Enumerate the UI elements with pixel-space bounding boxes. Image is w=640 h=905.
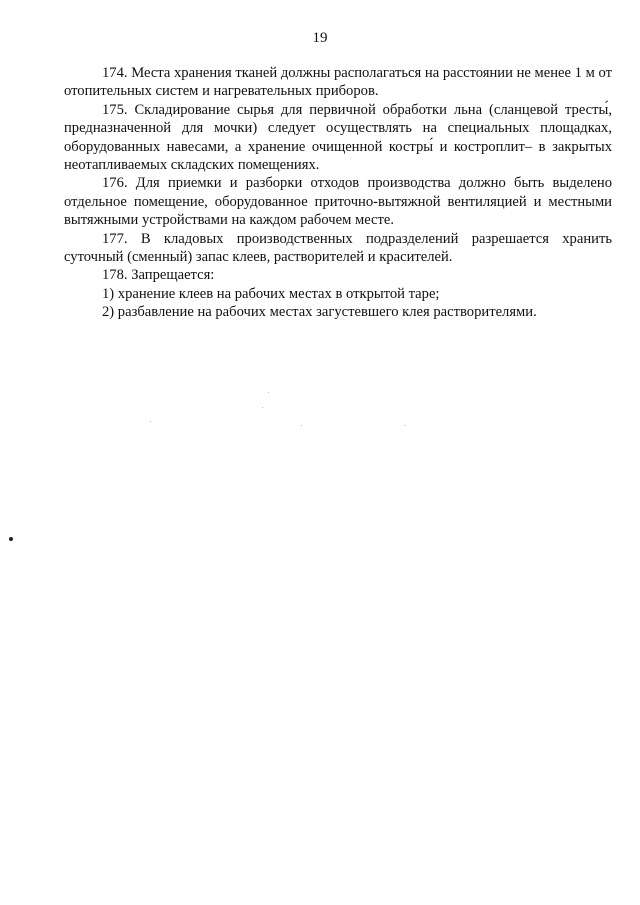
list-item-1: 1) хранение клеев на рабочих местах в открытой таре;	[102, 285, 440, 302]
paragraph-174: 174. Места хранения тканей должны располагаться на расстоянии не менее 1 м от отопительных систем и нагревательных приборов.	[64, 65, 612, 100]
list-item-2: 2) разбавление на рабочих местах загустевшего клея растворителями.	[102, 304, 537, 321]
paragraph-175: 175. Складирование сырья для первичной обработки льна (сланцевой тресты́, предназначенной для мочки) следует осуществлять на специальных площадках, оборудованных навесами, а хранение очищенной костры́ и костроплит– в закрытых неотапливаемых складских помещениях.	[64, 101, 612, 174]
document-body	[64, 64, 612, 322]
paragraph-176: 176. Для приемки и разборки отходов производства должно быть выделено отдельное помещение, оборудованное приточно-вытяжной вентиляцией и местными вытяжными устройствами на каждом рабочем месте.	[64, 175, 612, 229]
paragraph-177: 177. В кладовых производственных подразделений разрешается хранить суточный (сменный) запас клеев, растворителей и красителей.	[64, 230, 612, 266]
scan-speck	[262, 407, 263, 408]
scan-speck	[301, 425, 302, 426]
margin-dot-mark	[9, 537, 13, 541]
page-number: 19	[312, 30, 328, 46]
paragraph-178: 178. Запрещается:	[102, 267, 215, 284]
scan-speck	[150, 421, 151, 422]
scan-speck	[268, 392, 269, 393]
scan-speck	[404, 425, 405, 426]
